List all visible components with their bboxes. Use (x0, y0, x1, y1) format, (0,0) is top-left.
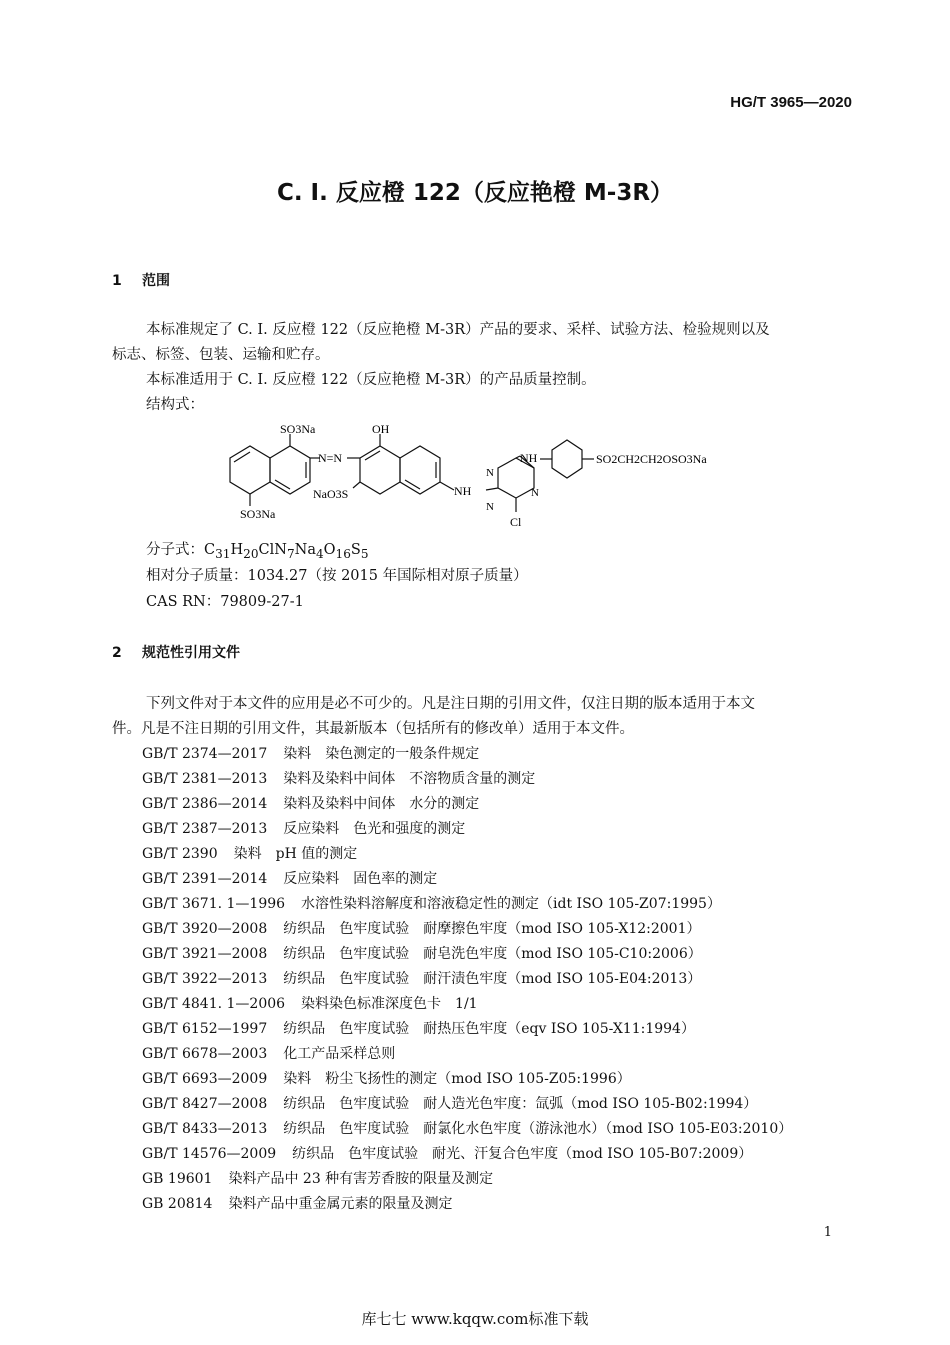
label-so3na-top: SO3Na (280, 422, 316, 436)
label-n-3: N (486, 501, 494, 513)
reference-code: GB 20814 (142, 1196, 213, 1212)
label-cl: Cl (510, 515, 522, 529)
reference-code: GB 19601 (142, 1171, 213, 1187)
formula-h-count: 20 (243, 546, 259, 561)
scope-applicability: 本标准适用于 C. I. 反应橙 122（反应艳橙 M-3R）的产品质量控制。 (146, 372, 596, 388)
reference-code: GB/T 3922—2013 (142, 971, 268, 987)
structure-label: 结构式： (146, 397, 204, 413)
label-nh-top: NH (520, 451, 538, 465)
reference-item (142, 1092, 792, 1117)
reference-title: 化工产品采样总则 (283, 1046, 396, 1062)
reference-title: 染料染色标准深度色卡 1/1 (301, 996, 478, 1012)
reference-code: GB/T 2386—2014 (142, 796, 268, 812)
reference-code: GB/T 8427—2008 (142, 1096, 268, 1112)
label-azo: N=N (318, 451, 343, 465)
reference-code: GB/T 3671. 1—1996 (142, 896, 286, 912)
references-intro-line-1: 下列文件对于本文件的应用是必不可少的。凡是注日期的引用文件，仅注日期的版本适用于本文 (146, 696, 755, 712)
formula-na-count: 4 (315, 546, 324, 561)
section-1-heading (112, 270, 170, 290)
reference-title: 反应染料 色光和强度的测定 (283, 821, 466, 837)
page-number: 1 (823, 1225, 832, 1240)
section-2-title: 规范性引用文件 (142, 645, 240, 661)
phenyl-ring (540, 440, 594, 478)
reference-code: GB/T 2391—2014 (142, 871, 268, 887)
reference-title: 纺织品 色牢度试验 耐汗渍色牢度（mod ISO 105-E04:2013） (283, 971, 702, 987)
reference-item (142, 1167, 792, 1192)
reference-list (142, 742, 792, 1217)
label-n-2: N (531, 487, 539, 499)
section-2-number: 2 (112, 645, 122, 661)
reference-code: GB/T 2381—2013 (142, 771, 268, 787)
reference-item (142, 942, 792, 967)
label-nh-bottom: NH (454, 484, 472, 498)
reference-item (142, 1142, 792, 1167)
formula-cln: ClN (258, 542, 287, 558)
reference-item (142, 992, 792, 1017)
formula-na: Na (294, 542, 316, 558)
reference-title: 纺织品 色牢度试验 耐光、汗复合色牢度（mod ISO 105-B07:2009） (292, 1146, 753, 1162)
reference-item (142, 842, 792, 867)
formula-c: C (204, 542, 216, 558)
naphthalene-left (230, 434, 320, 506)
reference-title: 染料 粉尘飞扬性的测定（mod ISO 105-Z05:1996） (283, 1071, 631, 1087)
reference-item (142, 1017, 792, 1042)
reference-item (142, 767, 792, 792)
reference-item (142, 892, 792, 917)
reference-code: GB/T 2387—2013 (142, 821, 268, 837)
reference-item (142, 967, 792, 992)
section-2-heading (112, 642, 240, 662)
scope-text-line-1: 本标准规定了 C. I. 反应橙 122（反应艳橙 M-3R）产品的要求、采样、试验方法、检验规则以及 (146, 322, 770, 338)
label-oh: OH (372, 422, 390, 436)
reference-code: GB/T 3920—2008 (142, 921, 268, 937)
scope-text-line-2: 标志、标签、包装、运输和贮存。 (112, 347, 330, 363)
reference-title: 染料产品中重金属元素的限量及测定 (228, 1196, 453, 1212)
naphthalene-middle (347, 434, 454, 494)
reference-title: 纺织品 色牢度试验 耐氯化水色牢度（游泳池水）（mod ISO 105-E03:2010） (283, 1121, 793, 1137)
section-1-title: 范围 (142, 273, 170, 289)
reference-item (142, 817, 792, 842)
document-title: C. I. 反应橙 122（反应艳橙 M-3R） (276, 180, 674, 206)
reference-item (142, 867, 792, 892)
reference-code: GB/T 2374—2017 (142, 746, 268, 762)
formula-o-count: 16 (335, 546, 351, 561)
reference-title: 纺织品 色牢度试验 耐摩擦色牢度（mod ISO 105-X12:2001） (283, 921, 701, 937)
molecular-formula (146, 538, 369, 567)
reference-title: 染料及染料中间体 水分的测定 (283, 796, 480, 812)
section-1-number: 1 (112, 273, 122, 289)
label-side-chain: SO2CH2CH2OSO3Na (596, 452, 707, 466)
formula-h: H (230, 542, 244, 558)
reference-item (142, 1192, 792, 1217)
references-intro (112, 692, 852, 742)
reference-item (142, 792, 792, 817)
reference-title: 水溶性染料溶解度和溶液稳定性的测定（idt ISO 105-Z07:1995） (301, 896, 721, 912)
footer-watermark: 库七七 www.kqqw.com标准下载 (361, 1310, 589, 1328)
reference-code: GB/T 6152—1997 (142, 1021, 268, 1037)
formula-label: 分子式： (146, 542, 204, 558)
reference-title: 纺织品 色牢度试验 耐热压色牢度（eqv ISO 105-X11:1994） (283, 1021, 695, 1037)
reference-code: GB/T 4841. 1—2006 (142, 996, 286, 1012)
reference-item (142, 1117, 792, 1142)
standard-code: HG/T 3965—2020 (730, 94, 852, 111)
reference-item (142, 1042, 792, 1067)
label-n-1: N (486, 467, 494, 479)
formula-s-count: 5 (360, 546, 369, 561)
reference-code: GB/T 8433—2013 (142, 1121, 268, 1137)
reference-title: 染料 染色测定的一般条件规定 (283, 746, 480, 762)
reference-title: 染料及染料中间体 不溶物质含量的测定 (283, 771, 536, 787)
reference-code: GB/T 6678—2003 (142, 1046, 268, 1062)
formula-s: S (350, 542, 361, 558)
reference-item (142, 742, 792, 767)
cas-number: CAS RN：79809-27-1 (146, 594, 304, 610)
structural-formula (220, 418, 740, 533)
molecular-mass: 相对分子质量：1034.27（按 2015 年国际相对原子质量） (146, 568, 528, 584)
reference-item (142, 1067, 792, 1092)
reference-title: 纺织品 色牢度试验 耐人造光色牢度：氙弧（mod ISO 105-B02:1994） (283, 1096, 758, 1112)
reference-code: GB/T 14576—2009 (142, 1146, 277, 1162)
label-naso3: NaO3S (313, 487, 349, 501)
reference-code: GB/T 6693—2009 (142, 1071, 268, 1087)
reference-title: 反应染料 固色率的测定 (283, 871, 438, 887)
reference-code: GB/T 2390 (142, 846, 218, 862)
reference-title: 纺织品 色牢度试验 耐皂洗色牢度（mod ISO 105-C10:2006） (283, 946, 702, 962)
scope-paragraph (112, 318, 852, 418)
reference-item (142, 917, 792, 942)
references-intro-line-2: 件。凡是不注日期的引用文件，其最新版本（包括所有的修改单）适用于本文件。 (112, 721, 634, 737)
reference-title: 染料产品中 23 种有害芳香胺的限量及测定 (228, 1171, 494, 1187)
reference-code: GB/T 3921—2008 (142, 946, 268, 962)
formula-c-count: 31 (215, 546, 231, 561)
label-so3na-bottom: SO3Na (240, 507, 276, 521)
reference-title: 染料 pH 值的测定 (233, 846, 358, 862)
formula-n-count: 7 (286, 546, 295, 561)
formula-o: O (323, 542, 336, 558)
